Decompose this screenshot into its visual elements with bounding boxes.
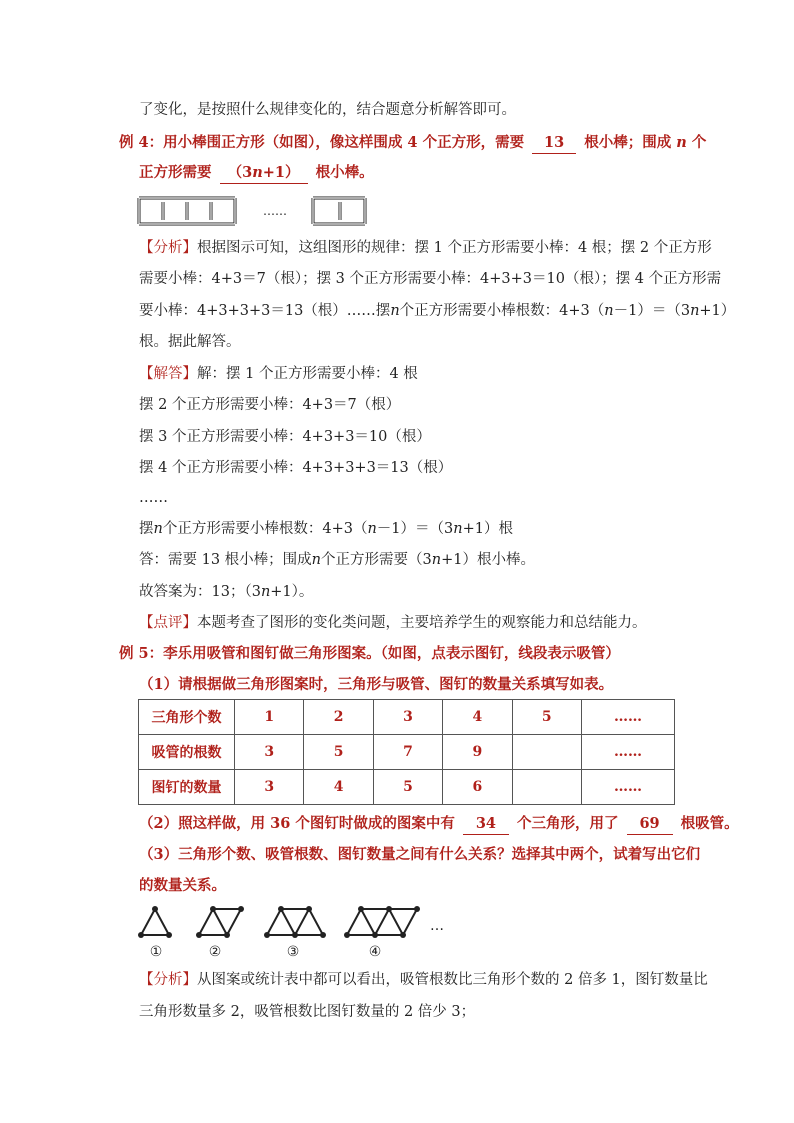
answer-tag: 【解答】 [139, 366, 197, 382]
ex4-q-text-e: 根小棒。 [315, 164, 374, 181]
ex4-blank2-a: （3 [227, 164, 253, 181]
intro-line: 了变化，是按照什么规律变化的，结合题意分析解答即可。 [139, 102, 516, 118]
ex5-q2-a: （2）照这样做，用 36 个图钉时做成的图案中有 [139, 815, 455, 832]
table-cell: …… [582, 770, 675, 805]
ex4-a3-d: +1） [699, 303, 736, 319]
ex4-question-line2 [139, 163, 374, 184]
ex4-s7-n2: n [431, 552, 442, 568]
table-cell: 3 [373, 700, 442, 735]
ex4-s6-n2: n [367, 521, 377, 537]
ex4-s6-b: 个正方形需要小棒根数：4+3（ [162, 521, 368, 537]
ex4-analysis-line4: 根。据此解答。 [139, 334, 241, 350]
table-cell: 2 [304, 700, 373, 735]
ex5-q3-line1: （3）三角形个数、吸管根数、图钉数量之间有什么关系？选择其中两个，试着写出它们 [139, 846, 701, 863]
table-cell: …… [582, 700, 675, 735]
ex4-s6-c: －1）＝（3 [376, 521, 454, 537]
ex4-solution-line7 [139, 550, 535, 570]
table-cell: 3 [235, 770, 304, 805]
triangles-figure [135, 903, 445, 961]
fig-label-4: ④ [368, 944, 382, 960]
squares-figure [135, 194, 370, 228]
ex4-s8-a: 故答案为：13；（3 [139, 584, 261, 600]
ex5-analysis-text1: 从图案或统计表中都可以看出，吸管根数比三角形个数的 2 倍多 1，图钉数量比 [197, 972, 708, 988]
ex4-blank2-n: n [252, 164, 263, 181]
fig-label-1: ① [149, 944, 163, 960]
ex4-blank2-b: +1） [262, 164, 300, 181]
ex4-s7-c: +1）根小棒。 [441, 552, 535, 568]
ex4-q-text-a: 例 4：用小棒围正方形（如图），像这样围成 4 个正方形，需要 [119, 134, 525, 151]
ex4-analysis-line1 [139, 238, 712, 258]
ex4-s8-n: n [260, 584, 271, 600]
row-head-pins: 图钉的数量 [139, 770, 235, 805]
fig-ellipsis: … [430, 918, 444, 934]
analysis-tag: 【分析】 [139, 240, 197, 256]
ex5-analysis-line1 [139, 970, 708, 990]
ex4-a3-a: 要小棒：4+3+3+3＝13（根）……摆 [139, 303, 391, 319]
ex4-s6-n: n [153, 521, 163, 537]
ex5-table [138, 699, 675, 805]
ex4-solution-line4: 摆 4 个正方形需要小棒：4+3+3+3＝13（根） [139, 460, 453, 476]
table-cell: 1 [235, 700, 304, 735]
ex4-blank-2 [220, 163, 308, 184]
ex4-analysis-line2: 需要小棒：4+3＝7（根）；摆 3 个正方形需要小棒：4+3+3＝10（根）；摆 4 个正方形需 [139, 271, 722, 287]
table-row [139, 770, 675, 805]
ex4-a3-b: 个正方形需要小棒根数：4+3（ [399, 303, 605, 319]
ex4-solution-line6 [139, 519, 513, 539]
ex4-blank-1: 13 [532, 133, 576, 154]
ex4-comment-text: 本题考查了图形的变化类问题，主要培养学生的观察能力和总结能力。 [197, 615, 647, 631]
ex5-q2-c: 根吸管。 [680, 815, 739, 832]
fig-label-3: ③ [286, 944, 300, 960]
table-row [139, 700, 675, 735]
ex4-s6-a: 摆 [139, 521, 154, 537]
ex5-q2-b: 个三角形，用了 [517, 815, 619, 832]
table-cell: 7 [373, 735, 442, 770]
table-cell [512, 770, 581, 805]
ex4-q-text-c: 个 [691, 134, 707, 151]
ex5-q3-line2: 的数量关系。 [139, 877, 226, 894]
comment-tag: 【点评】 [139, 615, 197, 631]
ex4-s7-b: 个正方形需要（3 [321, 552, 432, 568]
squares-ellipsis: …… [263, 204, 287, 218]
ex5-blank-1: 34 [463, 814, 509, 835]
ex4-var-n: n [676, 134, 687, 151]
ex4-s7-n: n [311, 552, 322, 568]
table-row [139, 735, 675, 770]
ex4-a3-n3: n [690, 303, 700, 319]
ex4-s6-d: +1）根 [462, 521, 513, 537]
ex4-q-text-b: 根小棒；围成 [584, 134, 672, 151]
ex5-q2 [139, 814, 739, 835]
table-cell: …… [582, 735, 675, 770]
table-cell [512, 735, 581, 770]
table-cell: 3 [235, 735, 304, 770]
ex4-a3-c: －1）＝（3 [613, 303, 691, 319]
fig-label-2: ② [208, 944, 222, 960]
ex5-title: 例 5：李乐用吸管和图钉做三角形图案。（如图，点表示图钉，线段表示吸管） [119, 645, 620, 662]
ex4-solution-line1 [139, 364, 418, 384]
row-head-straws: 吸管的根数 [139, 735, 235, 770]
row-head-triangles: 三角形个数 [139, 700, 235, 735]
ex4-analysis-text1: 根据图示可知，这组图形的规律：摆 1 个正方形需要小棒：4 根；摆 2 个正方形 [197, 240, 712, 256]
table-cell: 4 [443, 700, 512, 735]
ex5-blank-2: 69 [627, 814, 673, 835]
ex5-q1: （1）请根据做三角形图案时，三角形与吸管、图钉的数量关系填写如表。 [139, 676, 614, 693]
ex4-comment-line [139, 613, 647, 633]
ex4-question-line1 [119, 133, 706, 154]
table-cell: 6 [443, 770, 512, 805]
ex4-s6-n3: n [453, 521, 463, 537]
table-cell: 5 [512, 700, 581, 735]
table-cell: 4 [304, 770, 373, 805]
ex4-q-text-d: 正方形需要 [139, 164, 212, 181]
ex4-analysis-line3 [139, 301, 735, 321]
table-cell: 9 [443, 735, 512, 770]
ex4-solution-line8 [139, 582, 313, 602]
ex4-a3-n2: n [604, 303, 614, 319]
ex4-solution-line3: 摆 3 个正方形需要小棒：4+3+3＝10（根） [139, 429, 431, 445]
ex4-a3-n: n [390, 303, 400, 319]
ex4-s1: 解：摆 1 个正方形需要小棒：4 根 [197, 366, 418, 382]
ex4-solution-line2: 摆 2 个正方形需要小棒：4+3＝7（根） [139, 397, 401, 413]
ex4-s7-a: 答：需要 13 根小棒；围成 [139, 552, 312, 568]
ex5-analysis-tag: 【分析】 [139, 972, 197, 988]
ex5-analysis-line2: 三角形数量多 2，吸管根数比图钉数量的 2 倍少 3； [139, 1004, 476, 1020]
table-cell: 5 [373, 770, 442, 805]
table-cell: 5 [304, 735, 373, 770]
ex4-s8-b: +1）。 [270, 584, 314, 600]
ex4-solution-line5: …… [139, 490, 168, 506]
